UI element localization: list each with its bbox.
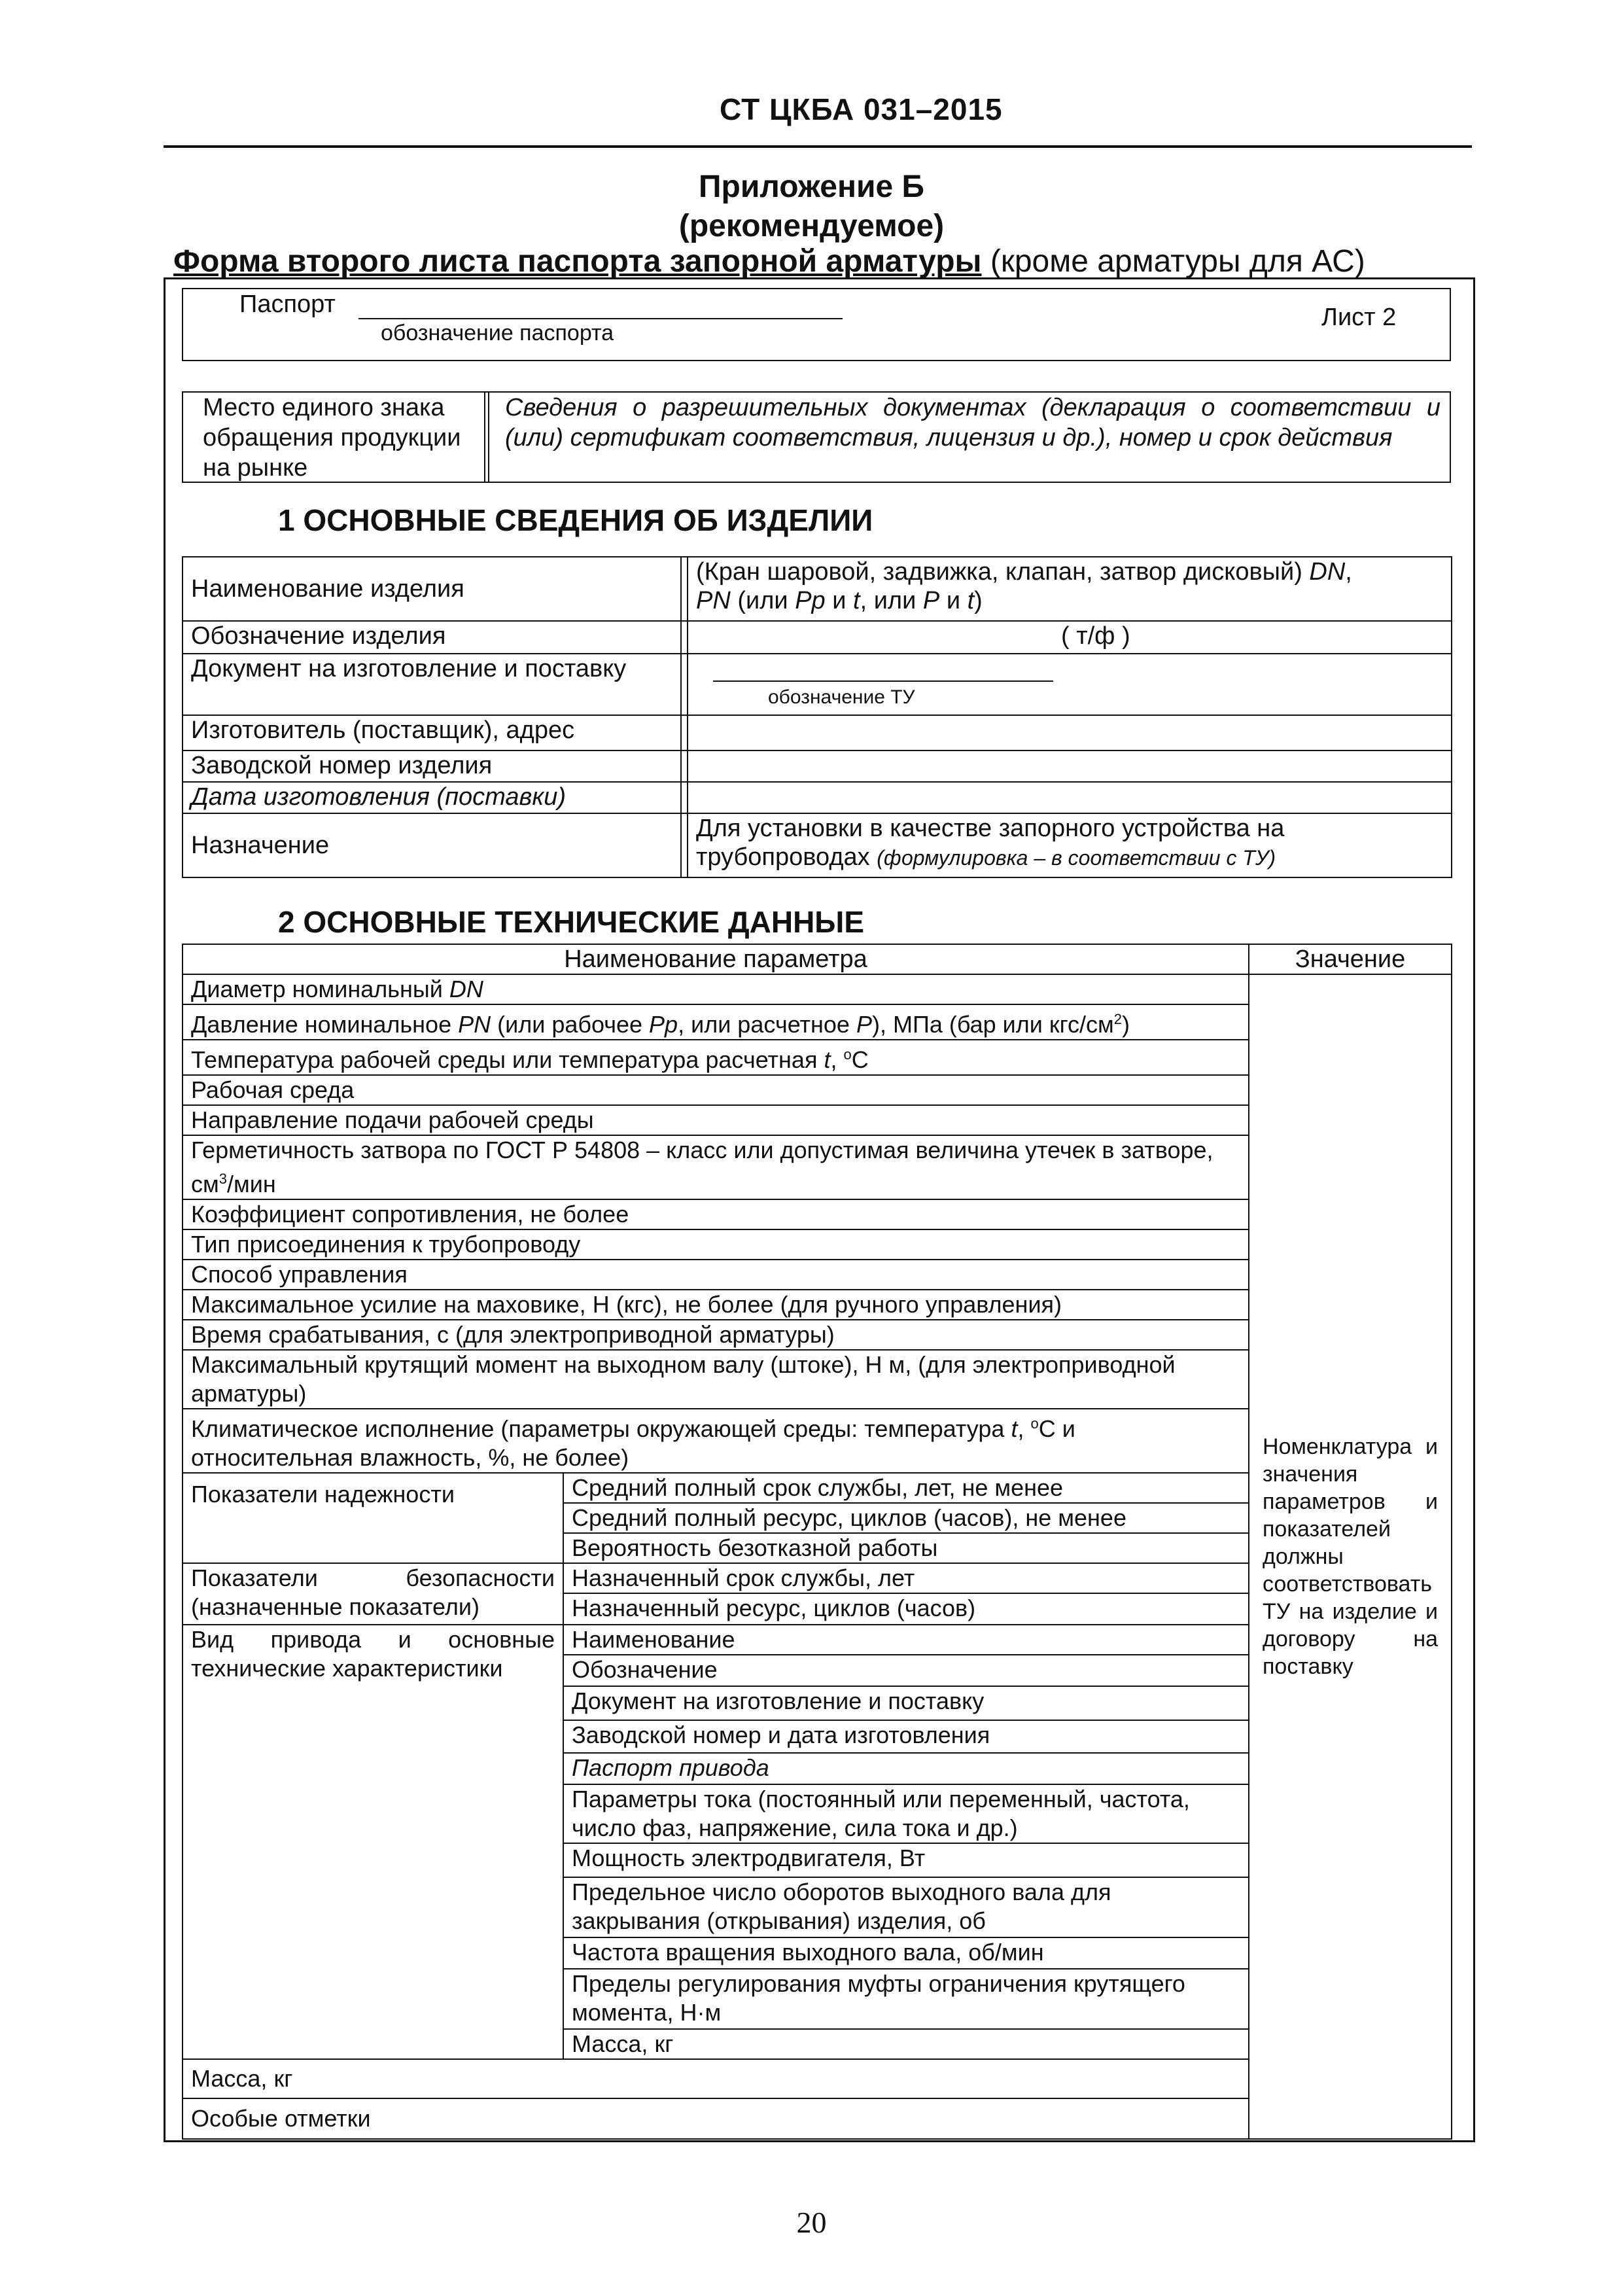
param-cell: Максимальный крутящий момент на выходном валу (штоке), Н м, (для электроприводной арматуры) — [183, 1350, 1249, 1409]
group-item: Обозначение — [563, 1655, 1249, 1686]
param-cell: Климатическое исполнение (параметры окружающей среды: температура t, $^о$С и относительная влажность, %, не более) — [183, 1409, 1249, 1473]
group-item: Назначенный срок службы, лет — [563, 1563, 1249, 1593]
passport-caption: обозначение паспорта — [381, 321, 614, 345]
section2-title: 2 ОСНОВНЫЕ ТЕХНИЧЕСКИЕ ДАННЫЕ — [278, 905, 865, 939]
permits-info: Сведения о разрешительных документах (декларация о соответствии и (или) сертификат соответствия, лицензия и др.), номер и срок действия — [505, 394, 1440, 451]
conformity-box — [182, 391, 1451, 483]
param-cell: Диаметр номинальный DN — [183, 974, 1249, 1004]
passport-label: Паспорт — [239, 291, 336, 318]
row-value: ( т/ф ) — [688, 621, 1452, 654]
group-label: Показатели надежности — [183, 1473, 563, 1563]
purpose-text: Для установки в качестве запорного устройства на трубопроводах — [696, 815, 1285, 871]
section1-title: 1 ОСНОВНЫЕ СВЕДЕНИЯ ОБ ИЗДЕЛИИ — [278, 503, 873, 537]
group-label: Вид привода и основные технические характеристики — [183, 1625, 563, 2059]
form-title — [173, 243, 1365, 279]
param-cell: Масса, кг — [183, 2059, 1249, 2098]
conformity-divider — [484, 393, 489, 482]
purpose-note: (формулировка – в соответствии с ТУ) — [877, 846, 1276, 870]
row-label: Заводской номер изделия — [183, 751, 681, 782]
row-label: Обозначение изделия — [183, 621, 681, 654]
table-row — [183, 974, 1452, 1004]
row-value: (Кран шаровой, задвижка, клапан, затвор дисковый) DN, PN (или Рр и t, или Р и t) — [688, 557, 1452, 621]
tech-data-table — [182, 944, 1452, 2140]
table-row — [183, 782, 1452, 813]
group-item: Параметры тока (постоянный или переменный, частота, число фаз, напряжение, сила тока и др.) — [563, 1784, 1249, 1843]
document-code: СТ ЦКБА 031–2015 — [720, 92, 1003, 126]
param-cell: Давление номинальное PN (или рабочее Рр, или расчетное Р), МПа (бар или кгс/$см^2$) — [183, 1004, 1249, 1040]
row-label: Документ на изготовление и поставку — [183, 654, 681, 715]
group-item: Паспорт привода — [563, 1753, 1249, 1784]
appendix-subtitle: (рекомендуемое) — [678, 209, 945, 243]
row-value — [688, 654, 1452, 715]
group-item: Средний полный срок службы, лет, не менее — [563, 1473, 1249, 1503]
group-item: Мощность электродвигателя, Вт — [563, 1843, 1249, 1877]
table-row — [183, 557, 1452, 621]
spec-caption: обозначение ТУ — [768, 686, 915, 708]
value-note: Номенклатура и значения параметров и показателей должны соответствовать ТУ на изделие и договору на поставку — [1249, 974, 1452, 2139]
passport-underline — [358, 318, 843, 319]
group-item: Документ на изготовление и поставку — [563, 1686, 1249, 1720]
group-item: Пределы регулирования муфты ограничения крутящего момента, Н·м — [563, 1969, 1249, 2029]
row-value — [688, 715, 1452, 751]
group-item: Частота вращения выходного вала, об/мин — [563, 1937, 1249, 1969]
column-header-param: Наименование параметра — [183, 944, 1249, 974]
market-mark-label: Место единого знака обращения продукции на рынке — [203, 394, 461, 482]
row-label: Наименование изделия — [183, 557, 681, 621]
column-header-value: Значение — [1249, 944, 1452, 974]
row-value — [688, 782, 1452, 813]
group-item: Вероятность безотказной работы — [563, 1533, 1249, 1563]
table-row — [183, 813, 1452, 877]
table-row — [183, 715, 1452, 751]
group-item: Масса, кг — [563, 2029, 1249, 2059]
group-item: Предельное число оборотов выходного вала для закрывания (открывания) изделия, об — [563, 1877, 1249, 1937]
passport-box — [182, 288, 1451, 361]
group-item: Заводской номер и дата изготовления — [563, 1720, 1249, 1753]
param-cell: Температура рабочей среды или температура расчетная t, $^о$С — [183, 1040, 1249, 1075]
table-row — [183, 751, 1452, 782]
row-label: Назначение — [183, 813, 681, 877]
table-row — [183, 621, 1452, 654]
page-number: 20 — [796, 2206, 827, 2239]
param-cell: Рабочая среда — [183, 1075, 1249, 1105]
group-item: Средний полный ресурс, циклов (часов), не менее — [563, 1503, 1249, 1533]
row-label: Дата изготовления (поставки) — [183, 782, 681, 813]
param-cell: Герметичность затвора по ГОСТ Р 54808 – класс или допустимая величина утечек в затворе, $см^3$/мин — [183, 1135, 1249, 1199]
group-item: Назначенный ресурс, циклов (часов) — [563, 1593, 1249, 1625]
param-cell: Тип присоединения к трубопроводу — [183, 1229, 1249, 1260]
row-value — [688, 813, 1452, 877]
product-info-table — [182, 556, 1452, 878]
param-cell: Коэффициент сопротивления, не более — [183, 1199, 1249, 1229]
table-header-row — [183, 944, 1452, 974]
form-title-bold: Форма второго листа паспорта запорной арматуры — [173, 244, 982, 279]
appendix-title: Приложение Б — [699, 169, 924, 204]
group-item: Наименование — [563, 1625, 1249, 1655]
param-cell: Способ управления — [183, 1260, 1249, 1290]
param-cell: Особые отметки — [183, 2098, 1249, 2139]
table-row — [183, 654, 1452, 715]
row-value — [688, 751, 1452, 782]
row-label: Изготовитель (поставщик), адрес — [183, 715, 681, 751]
param-cell: Время срабатывания, с (для электроприводной арматуры) — [183, 1320, 1249, 1350]
spec-underline — [713, 680, 1053, 682]
form-title-rest: (кроме арматуры для АС) — [981, 244, 1365, 279]
param-cell: Максимальное усилие на маховике, Н (кгс), не более (для ручного управления) — [183, 1290, 1249, 1320]
sheet-label: Лист 2 — [1321, 304, 1397, 331]
group-label: Показатели безопасности (назначенные показатели) — [183, 1563, 563, 1625]
param-cell: Направление подачи рабочей среды — [183, 1105, 1249, 1135]
header-rule — [164, 145, 1472, 148]
